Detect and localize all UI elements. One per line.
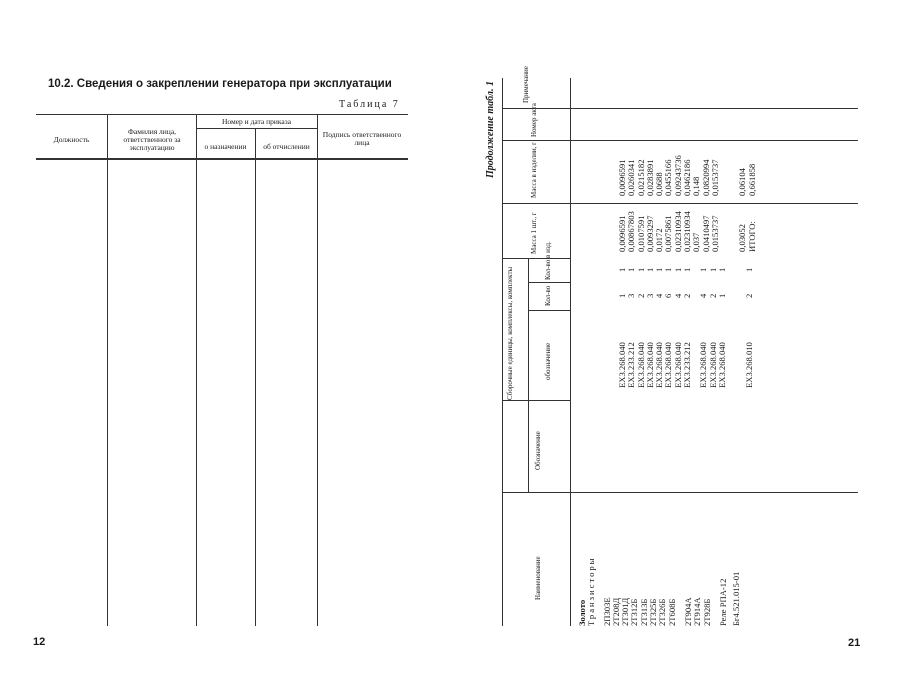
list-item: 0,03052 [737,224,748,252]
col-order-appointment: о назначении [204,142,247,151]
list-item: 1 [644,267,655,272]
list-item: 1 [626,267,637,272]
list-item: 0,0172 [654,228,665,252]
list-item: 2Т914А [692,597,703,626]
column-divider [196,114,197,626]
list-item: ЕХ3.268.040 [654,342,665,388]
header-bottom-rule [36,158,408,160]
list-item: 2 [707,293,718,298]
list-item: 0,0410497 [700,215,711,252]
list-item: 2 [744,293,755,298]
col-rule-mass-product [502,203,858,204]
col-rule-designation [502,492,858,493]
assembly-column [618,342,755,388]
list-item: 1 [744,267,755,272]
list-item: 0,148 [691,176,702,196]
list-item: Бг4.521.015-01 [731,571,742,626]
list-item: 0,00867803 [626,211,637,252]
list-item: 2Т325Б [648,598,659,626]
list-item: ЕХ3.233.212 [626,342,637,388]
list-item: 0,06104 [737,168,748,196]
column-divider [317,114,318,626]
list-item: 1 [716,267,727,272]
col-order-group: Номер и дата приказа [221,117,292,126]
name-column [578,557,741,626]
page-number: 21 [848,637,861,649]
right-page [450,0,900,691]
list-item: 0,0688 [654,172,665,196]
col-order-dismissal: об отчислении [263,142,310,151]
list-item: 0,0096591 [617,215,627,252]
list-item: 0,0107591 [635,215,646,252]
list-item: 1 [698,267,709,272]
list-item: ЕХ3.268.040 [707,342,718,388]
table-top-rule [36,114,408,115]
list-item: ЕХ3.268.040 [672,342,683,388]
col-name: Наименование [534,556,542,600]
col-rule-assembly [502,400,570,401]
list-item: ЕХ3.268.040 [698,342,709,388]
page-heading: 10.2. Сведения о закреплении генератора при эксплуатации [48,78,392,90]
col-mass-product: Масса в изделии, г [530,142,538,198]
list-item: ЕХ3.233.212 [682,342,693,388]
list-item: ЕХ3.268.040 [663,342,674,388]
list-item: 0,02310934 [682,211,693,252]
list-item: 0,0153737 [709,159,720,196]
col-act-number: Номер акта [530,103,538,137]
list-item: 0,037 [691,232,702,252]
list-item: ЕХ3.268.040 [635,342,646,388]
list-item: 0,0283891 [644,159,655,196]
list-item: 4 [698,293,709,298]
list-item: 3 [644,293,655,298]
order-group-rule [196,128,317,129]
list-item: 1 [617,267,627,272]
col-signature: Подпись ответственного лица [322,130,402,147]
col-rule-qty [528,310,570,311]
page-number: 12 [33,636,46,648]
list-item: 1 [682,267,693,272]
list-item: 0,0153737 [709,215,720,252]
list-item: 0,0093297 [644,215,655,252]
col-rule-act [502,140,858,141]
col-assembly-group: Сборочные единицы, комплексы, комплекты [506,266,514,400]
col-assembly-designation: обозначение [544,342,552,380]
col-position: Должность [53,135,90,144]
table-left-rule [502,78,503,626]
list-item: ЕХ3.268.010 [744,342,755,388]
mass-unit-column [618,211,757,252]
list-item: 0,0462186 [682,159,693,196]
section-label: Транзисторы [586,556,597,626]
list-item: 2 [682,293,693,298]
list-item: ЕХ3.268.040 [617,342,627,388]
list-item: 2Т928Б [701,598,712,626]
list-item: 1 [635,267,646,272]
group-rule [528,258,529,492]
list-item: ЕХ3.268.040 [716,342,727,388]
list-item: 0,09243736 [672,155,683,196]
col-name: Фамилия лица, ответственного за эксплуатацию [123,127,181,152]
list-item: ЕХ3.268.040 [644,342,655,388]
col-mass-unit: Масса 1 шт., г [530,212,538,254]
col-quantity: Кол-во [544,285,552,306]
table-header-rule [570,78,571,626]
list-item: 2Т313Б [638,598,649,626]
column-divider [107,114,108,626]
list-item: 6 [663,293,674,298]
column-divider [255,128,256,626]
list-item: 1 [672,267,683,272]
quantity-in-column [618,268,755,272]
list-item: 0,0820994 [700,159,711,196]
list-item: 1 [663,267,674,272]
list-item: 1 [617,293,627,298]
list-item: 2Т301Д [620,597,631,626]
list-item: 0,02310934 [672,211,683,252]
continuation-caption: Продолжение табл. 1 [485,80,496,178]
material-label: Золото [577,599,587,626]
list-item: 0,0075861 [663,215,674,252]
list-item: 3 [626,293,637,298]
list-item: 4 [672,293,683,298]
list-item: 0,0096591 [617,159,627,196]
list-item: 2П303Е [601,597,612,626]
list-item: 0,0455166 [663,159,674,196]
col-designation: Обозначение [534,431,542,470]
total-label: ИТОГО: [746,221,757,252]
table-number: Таблица 7 [339,99,400,110]
col-rule-qty-in [528,282,570,283]
list-item: 4 [654,293,665,298]
list-item: 0,0215182 [635,159,646,196]
col-rule-mass-unit [502,258,570,259]
col-note: Примечание [522,66,530,103]
list-item: 2Т326Б [657,598,668,626]
list-item: 0,0260341 [626,159,637,196]
list-item: 2Т608Б [666,598,677,626]
list-item: 2 [635,293,646,298]
list-item: 1 [716,293,727,298]
total-value: 0,661858 [746,163,757,196]
list-item: Реле РПА-12 [717,578,728,626]
quantity-column [618,294,755,298]
list-item: 2Т312Б [629,598,640,626]
col-rule-note [502,108,858,109]
mass-product-column [618,155,757,196]
list-item: 1 [707,267,718,272]
col-quantity-in: Кол-во в изд. [544,241,552,280]
list-item: 1 [654,267,665,272]
list-item: 2Т208Д [610,597,621,626]
list-item: 2Т904А [682,597,693,626]
